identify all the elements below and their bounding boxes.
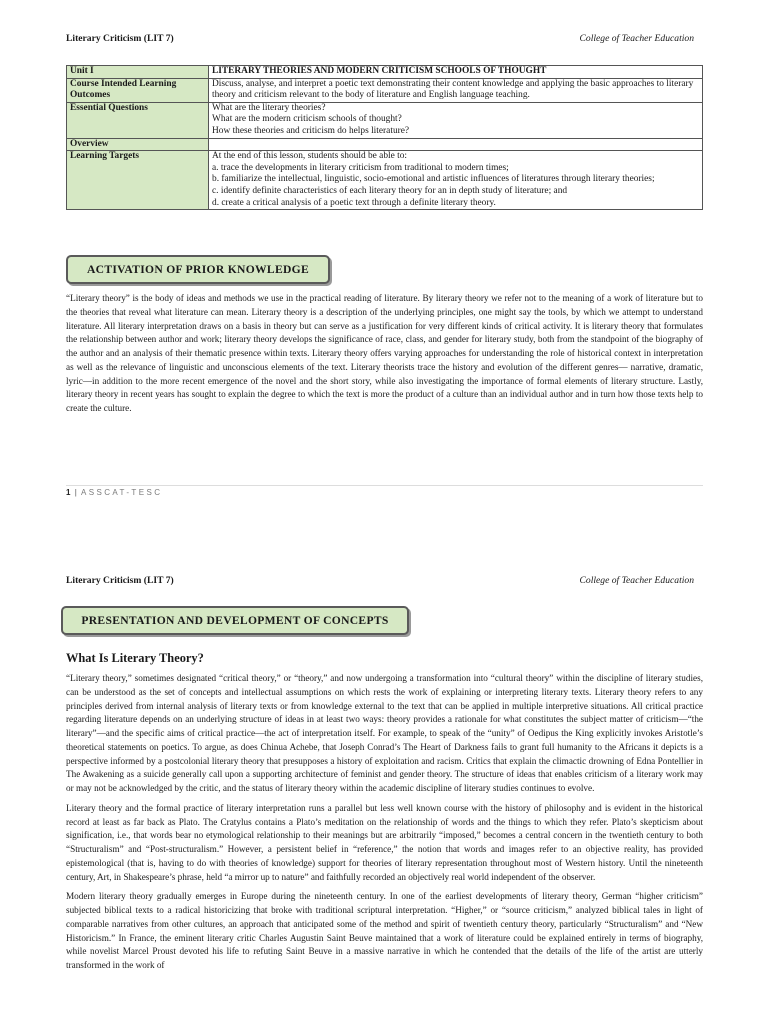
body-paragraph: Modern literary theory gradually emerges in Europe during the nineteenth century. In one of the earliest developments of literary theory, German “higher criticism” subjected biblical texts to a radical historicizing that broke with traditional scriptural interpretation. “Higher,” or “source criticism,” analyzed biblical tales in light of comparable narratives from other cultures, an approach that anticipated some of the method and spirit of twentieth century theory, particularly “Structuralism” and “New Historicism.” In France, the eminent literary critic Charles Augustin Saint Beuve maintained that a work of literature could be explained entirely in terms of biography, while novelist Marcel Proust devoted his life to refuting Saint Beuve in a massive narrative in which he contended that the details of the life of the artist are utterly transformed in the work of: [66, 891, 703, 970]
target-item: a. trace the developments in literary criticism from traditional to modern times;: [212, 162, 509, 173]
unit-info-table: [66, 65, 703, 210]
questions-label: Essential Questions: [67, 102, 209, 138]
activation-heading-box: [66, 255, 330, 284]
target-item: c. identify definite characteristics of each literary theory for an in depth study of literature; and: [212, 185, 568, 196]
document-title: Literary Criticism (LIT 7): [66, 33, 174, 44]
presentation-heading: PRESENTATION AND DEVELOPMENT OF CONCEPTS: [81, 614, 389, 627]
targets-label: Learning Targets: [67, 151, 209, 210]
outcomes-label: Course Intended Learning Outcomes: [67, 78, 209, 102]
document-title: Literary Criticism (LIT 7): [66, 575, 174, 586]
page-footer: [66, 488, 162, 497]
overview-text: [209, 138, 703, 151]
college-name: College of Teacher Education: [579, 33, 694, 44]
activation-heading: ACTIVATION OF PRIOR KNOWLEDGE: [86, 263, 310, 276]
questions-cell: [209, 102, 703, 138]
activation-paragraph: “Literary theory” is the body of ideas and methods we use in the practical reading of literature. By literary theory we refer not to the meaning of a work of literature but to the theories that reveal what literature can mean. Literary theory is a description of the underlying principles, one might say the tools, by which we attempt to understand literature. All literary interpretation draws on a basis in theory but can serve as a justification for very different kinds of critical activity. It is literary theory that formulates the relationship between author and work; literary theory develops the significance of race, class, and gender for literary study, both from the standpoint of the biography of the author and an analysis of their thematic presence within texts. Literary theory offers varying approaches for understanding the role of historical context in interpretation as well as the relevance of linguistic and unconscious elements of the text. Literary theorists trace the history and evolution of the different genres— narrative, dramatic, lyric—in addition to the more recent emergence of the novel and the short story, while also investigating the importance of formal elements of literary structure. Lastly, literary theory in recent years has sought to explain the degree to which the text is more the product of a culture than an individual author and in turn how those texts help to create the culture.: [66, 293, 703, 413]
table-row: [67, 138, 703, 151]
presentation-body: [66, 672, 703, 979]
outcomes-text: Discuss, analyse, and interpret a poetic text demonstrating their content knowledge and applying the basic approaches to literary theory and criticism relevant to the body of literature and English language teaching.: [209, 78, 703, 102]
question-item: What are the literary theories?: [212, 102, 326, 113]
page-number: 1: [66, 488, 71, 497]
table-row: [67, 102, 703, 138]
page-header: [66, 33, 694, 44]
question-item: What are the modern criticism schools of thought?: [212, 114, 402, 125]
footer-divider: [66, 485, 703, 486]
target-item: d. create a critical analysis of a poetic text through a definite literary theory.: [212, 197, 496, 208]
page-header: [66, 575, 694, 586]
table-row: [67, 66, 703, 79]
table-row: [67, 151, 703, 210]
unit-label: Unit I: [67, 66, 209, 79]
college-name: College of Teacher Education: [579, 575, 694, 586]
targets-cell: [209, 151, 703, 210]
unit-title: LITERARY THEORIES AND MODERN CRITICISM SCHOOLS OF THOUGHT: [209, 66, 703, 79]
target-item: b. familiarize the intellectual, linguistic, socio-emotional and artistic influences of literatures through literary theories;: [212, 174, 655, 185]
body-paragraph: “Literary theory,” sometimes designated “critical theory,” or “theory,” and now undergoing a transformation into “cultural theory” within the discipline of literary studies, can be understood as the set of concepts and intellectual assumptions on which rests the work of explaining or interpreting literary texts. Literary theory refers to any principles derived from internal analysis of literary texts or from knowledge external to the text that can be applied in multiple interpretive situations. All critical practice regarding literature depends on an underlying structure of ideas in at least two ways: theory provides a rationale for what constitutes the subject matter of criticism—“the literary”—and the specific aims of critical practice—the act of interpretation itself. For example, to speak of the “unity” of Oedipus the King explicitly invokes Aristotle’s theoretical statements on poetics. To argue, as does Chinua Achebe, that Joseph Conrad’s The Heart of Darkness fails to grant full humanity to the Africans it depicts is a perspective informed by a postcolonial literary theory that presupposes a history of exploitation and racism. Critics that explain the climactic drowning of Edna Pontellier in The Awakening as a suicide generally call upon a supporting architecture of feminist and gender theory. The structure of ideas that enables criticism of a literary work may or may not be acknowledged by the critic, and the status of literary theory within the academic discipline of literary studies continues to evolve.: [66, 673, 703, 793]
table-row: [67, 78, 703, 102]
presentation-heading-box: [61, 606, 409, 635]
footer-separator: |: [74, 488, 77, 497]
overview-label: Overview: [67, 138, 209, 151]
body-paragraph: Literary theory and the formal practice of literary interpretation runs a parallel but less well known course with the history of philosophy and is evident in the historical record at least as far back as Plato. The Cratylus contains a Plato’s meditation on the relationship of words and the things to which they refer. Plato’s skepticism about signification, i.e., that words bear no etymological relationship to their meanings but are arbitrarily “imposed,” becomes a central concern in the twentieth century to both “Structuralism” and “Post-structuralism.” However, a persistent belief in “reference,” the notion that words and images refer to an objective reality, has provided epistemological (that is, having to do with theories of knowledge) support for theories of literary representation throughout most of Western history. Until the nineteenth century, Art, in Shakespeare’s phrase, held “a mirror up to nature” and faithfully recorded an objectively real world independent of the observer.: [66, 802, 703, 882]
targets-intro: At the end of this lesson, students should be able to:: [212, 151, 408, 162]
footer-org: ASSCAT-TESC: [81, 488, 163, 497]
question-item: How these theories and criticism do helps literature?: [212, 125, 410, 136]
section-subheading: What Is Literary Theory?: [66, 651, 204, 665]
